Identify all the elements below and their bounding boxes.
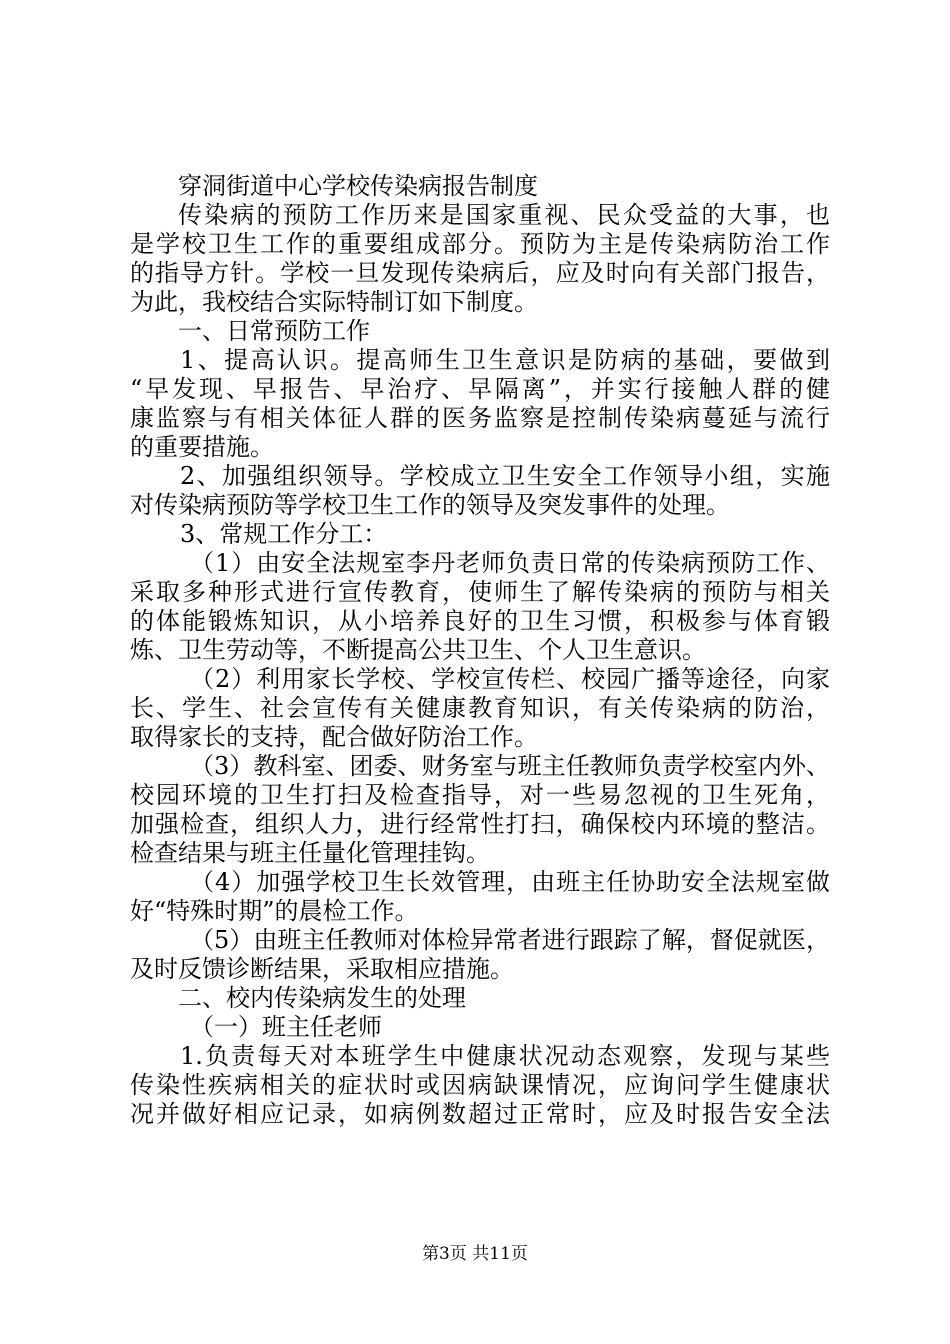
text-line: 长、学生、社会宣传有关健康教育知识，有关传染病的防治，	[130, 694, 830, 722]
text-line: 2、加强组织领导。学校成立卫生安全工作领导小组，实施	[180, 462, 830, 490]
text-line: 一、日常预防工作	[178, 317, 370, 345]
text-line: 二、校内传染病发生的处理	[178, 984, 466, 1012]
text-line: 康监察与有相关体征人群的医务监察是控制传染病蔓延与流行	[130, 404, 830, 432]
text-line: （5）由班主任教师对体检异常者进行跟踪了解，督促就医，	[190, 926, 830, 954]
text-line: 传染病的预防工作历来是国家重视、民众受益的大事，也	[178, 201, 830, 229]
text-line: 好“特殊时期”的晨检工作。	[130, 897, 419, 925]
text-line: （2）利用家长学校、学校宣传栏、校园广播等途径，向家	[190, 665, 830, 693]
text-line: 传染性疾病相关的症状时或因病缺课情况，应询问学生健康状	[130, 1071, 830, 1099]
text-line: 校园环境的卫生打扫及检查指导，对一些易忽视的卫生死角，	[130, 781, 830, 809]
text-line: 3、常规工作分工：	[180, 520, 388, 548]
text-line: 对传染病预防等学校卫生工作的领导及突发事件的处理。	[130, 491, 730, 519]
text-line: 穿洞街道中心学校传染病报告制度	[178, 172, 538, 200]
text-line: 炼、卫生劳动等，不断提高公共卫生、个人卫生意识。	[130, 636, 706, 664]
text-line: （1）由安全法规室李丹老师负责日常的传染病预防工作、	[190, 549, 830, 577]
text-line: 的体能锻炼知识，从小培养良好的卫生习惯，积极参与体育锻	[130, 607, 830, 635]
text-line: （4）加强学校卫生长效管理，由班主任协助安全法规室做	[190, 868, 830, 896]
text-line: “早发现、早报告、早治疗、早隔离”，并实行接触人群的健	[130, 375, 830, 403]
text-line: 加强检查，组织人力，进行经常性打扫，确保校内环境的整洁。	[130, 810, 830, 838]
text-line: 为此，我校结合实际特制订如下制度。	[130, 288, 538, 316]
text-line: 的指导方针。学校一旦发现传染病后，应及时向有关部门报告，	[130, 259, 830, 287]
text-line: 及时反馈诊断结果，采取相应措施。	[130, 955, 514, 983]
page-footer: 第3页 共11页	[422, 1244, 528, 1264]
text-line: 采取多种形式进行宣传教育，使师生了解传染病的预防与相关	[130, 578, 830, 606]
document-body	[130, 172, 830, 1129]
text-line: 1.负责每天对本班学生中健康状况动态观察，发现与某些	[180, 1042, 830, 1070]
text-line: （3）教科室、团委、财务室与班主任教师负责学校室内外、	[190, 752, 830, 780]
text-line: （一）班主任老师	[190, 1013, 382, 1041]
text-line: 况并做好相应记录，如病例数超过正常时，应及时报告安全法	[130, 1100, 830, 1128]
text-line: 的重要措施。	[130, 433, 274, 461]
text-line: 取得家长的支持，配合做好防治工作。	[130, 723, 538, 751]
text-line: 1、提高认识。提高师生卫生意识是防病的基础，要做到	[180, 346, 830, 374]
text-line: 检查结果与班主任量化管理挂钩。	[130, 839, 490, 867]
text-line: 是学校卫生工作的重要组成部分。预防为主是传染病防治工作	[130, 230, 830, 258]
